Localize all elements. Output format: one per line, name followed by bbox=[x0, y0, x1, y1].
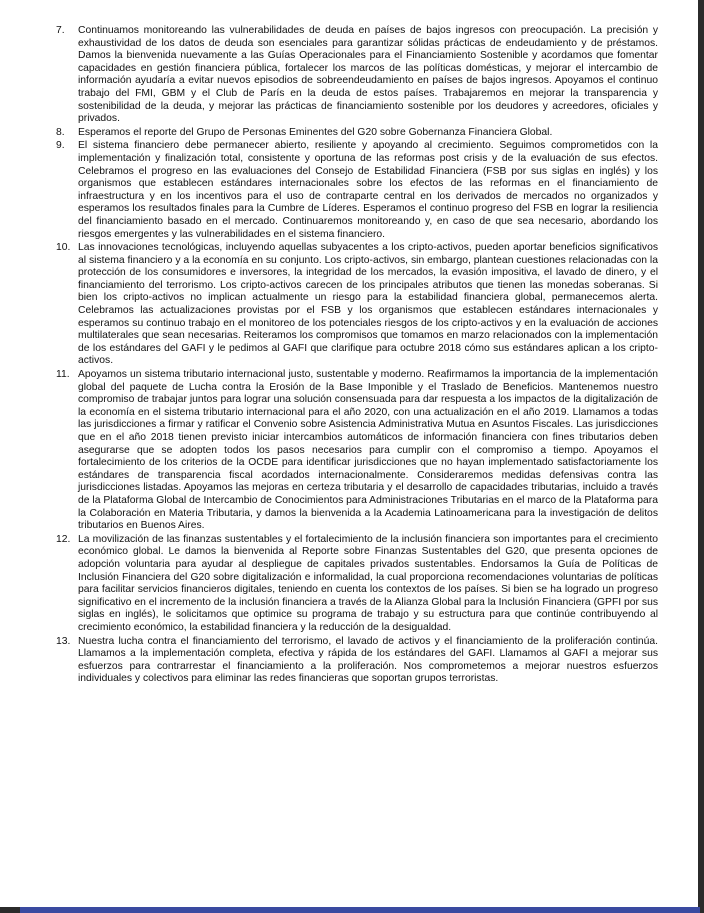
paragraph-number: 13. bbox=[56, 635, 71, 647]
paragraph-text: Las innovaciones tecnológicas, incluyendo aquellas subyacentes a los cripto-activos, pueden aportar beneficios significativos al sistema financiero y a la economía en su conjunto. Los cripto-activos, sin embargo, plantean cuestiones relacionadas con la protección de los consumidores e inversores, la integridad de los mercados, la evasión impositiva, el lavado de dinero, y el financiamiento del terrorismo. Los cripto-activos carecen de los principales atributos que tienen las monedas soberanas. Si bien los cripto-activos no implican actualmente un riesgo para la estabilidad financiera global, permanecemos alerta. Celebramos las actualizaciones provistas por el FSB y los organismos que establecen estándares internacionales y esperamos su continuo trabajo en el monitoreo de los potenciales riesgos de los cripto-activos y en la evaluación de acciones multilaterales que sean necesarias. Reiteramos los compromisos que tomamos en marzo relacionados con la implementación de los estándares del GAFI y le pedimos al GAFI que clarifique para octubre 2018 cómo sus estándares aplican a los cripto-activos. bbox=[78, 242, 658, 367]
paragraph-text: La movilización de las finanzas sustentables y el fortalecimiento de la inclusión financiera son importantes para el crecimiento económico global. Le damos la bienvenida al Reporte sobre Finanzas Sustentables del G20, que presenta opciones de adopción voluntaria para ayudar al despliegue de capitales privados sustentables. Endorsamos la Guía de Políticas de Inclusión Financiera del G20 sobre digitalización e informalidad, la cual proporciona recomendaciones voluntarias de políticas para facilitar servicios financieros digitales, teniendo en cuenta los contextos de los países. Si bien se ha logrado un progreso significativo en el incremento de la inclusión financiera a través de la Alianza Global para la Inclusión Financiera (GPFI por sus siglas en inglés), le solicitamos que optimice su programa de trabajo y su estructura para que continúe contribuyendo al crecimiento económico, la estabilidad financiera y la reducción de la desigualdad. bbox=[78, 533, 658, 633]
paragraph-text: El sistema financiero debe permanecer abierto, resiliente y apoyando al crecimiento. Seguimos comprometidos con la implementación y finalización total, consistente y oportuna de las reformas post crisis y de la evaluación de sus efectos. Celebramos el progreso en las evaluaciones del Consejo de Estabilidad Financiera (FSB por sus siglas en inglés) y los organismos que establecen estándares internacionales sobre los efectos de las reformas en el financiamiento de infraestructura y en los incentivos para el uso de contraparte central en los derivados de mercados no organizados y esperamos los resultados finales para la Cumbre de Líderes. Esperamos el continuo progreso del FSB en lograr la resiliencia del financiamiento basado en el mercado. Continuaremos monitoreando y, en caso de que sea necesario, abordando los riesgos emergentes y las vulnerabilidades en el sistema financiero. bbox=[78, 140, 658, 240]
paragraph-item-8 bbox=[56, 126, 658, 140]
paragraph-number: 9. bbox=[56, 140, 65, 152]
footer-color-strip bbox=[20, 907, 700, 913]
paragraph-item-10 bbox=[56, 241, 658, 368]
paragraph-number: 8. bbox=[56, 126, 65, 138]
paragraph-item-12 bbox=[56, 533, 658, 635]
paragraph-number: 7. bbox=[56, 25, 65, 36]
paragraph-text: Nuestra lucha contra el financiamiento del terrorismo, el lavado de activos y el financiamiento de la proliferación continúa. Llamamos a la implementación completa, efectiva y rápida de los estándares del GAFI. Llamamos al GAFI a mejorar sus esfuerzos para contrarrestar el financiamiento a la proliferación. Nos comprometemos a mejorar nuestros esfuerzos individuales y colectivos para eliminar las redes financieras que soportan grupos terroristas. bbox=[78, 635, 658, 685]
paragraph-item-13 bbox=[56, 635, 658, 686]
numbered-paragraph-list bbox=[56, 24, 658, 686]
paragraph-text: Esperamos el reporte del Grupo de Personas Eminentes del G20 sobre Gobernanza Financiera Global. bbox=[78, 126, 553, 138]
paragraph-text: Apoyamos un sistema tributario internacional justo, sustentable y moderno. Reafirmamos la importancia de la implementación global del paquete de Lucha contra la Erosión de la Base Imponible y el Traslado de Beneficios. Mantenemos nuestro compromiso de trabajar juntos para lograr una solución consensuada para dar respuesta a los impactos de la digitalización de la economía en el sistema tributario internacional para el año 2020, con una actualización en el año 2019. Llamamos a todas las jurisdicciones a firmar y ratificar el Convenio sobre Asistencia Administrativa Mutua en Asuntos Fiscales. Las jurisdicciones que en el año 2018 tienen previsto iniciar intercambios automáticos de información financiera con fines tributarios deben asegurarse que se adopten todos los pasos necesarios para cumplir con el compromiso a tiempo. Apoyamos el fortalecimiento de los criterios de la OCDE para identificar jurisdicciones que no hayan implementado satisfactoriamente los estándares de transparencia fiscal acordados internacionalmente. Consideraremos medidas defensivas contra las jurisdicciones listadas. Apoyamos las mejoras en certeza tributaria y el desarrollo de capacidades tributarias, incluido a través de la Plataforma Global de Intercambio de Conocimientos para Administraciones Tributarias en el marco de la Plataforma para la Colaboración en Materia Tributaria, y damos la bienvenida a la Academia Latinoamericana para la investigación de delitos tributarios en Buenos Aires. bbox=[78, 369, 658, 532]
paragraph-text: Continuamos monitoreando las vulnerabilidades de deuda en países de bajos ingresos con preocupación. La precisión y exhaustividad de los datos de deuda son esenciales para garantizar sólidas prácticas de endeudamiento y de préstamos. Damos la bienvenida nuevamente a las Guías Operacionales para el Financiamiento Sostenible y acordamos que fomentar capacidades en gestión financiera pública, fortalecer los marcos de las políticas domésticas, y mejorar el intercambio de información ayudaría a evitar nuevos episodios de sobreendeudamiento en países de bajos ingresos. Apoyamos el continuo trabajo del FMI, GBM y el Club de París en la deuda de estos países. Trabajaremos en mejorar la transparencia y sostenibilidad de la deuda, y mejorar las prácticas de financiamiento sostenible por los deudores y acreedores, oficiales y privados. bbox=[78, 25, 658, 125]
paragraph-item-9 bbox=[56, 139, 658, 241]
paragraph-item-11 bbox=[56, 368, 658, 533]
paragraph-item-7 bbox=[56, 24, 658, 126]
paragraph-number: 10. bbox=[56, 242, 71, 254]
paragraph-number: 12. bbox=[56, 533, 71, 545]
paragraph-number: 11. bbox=[56, 369, 70, 381]
